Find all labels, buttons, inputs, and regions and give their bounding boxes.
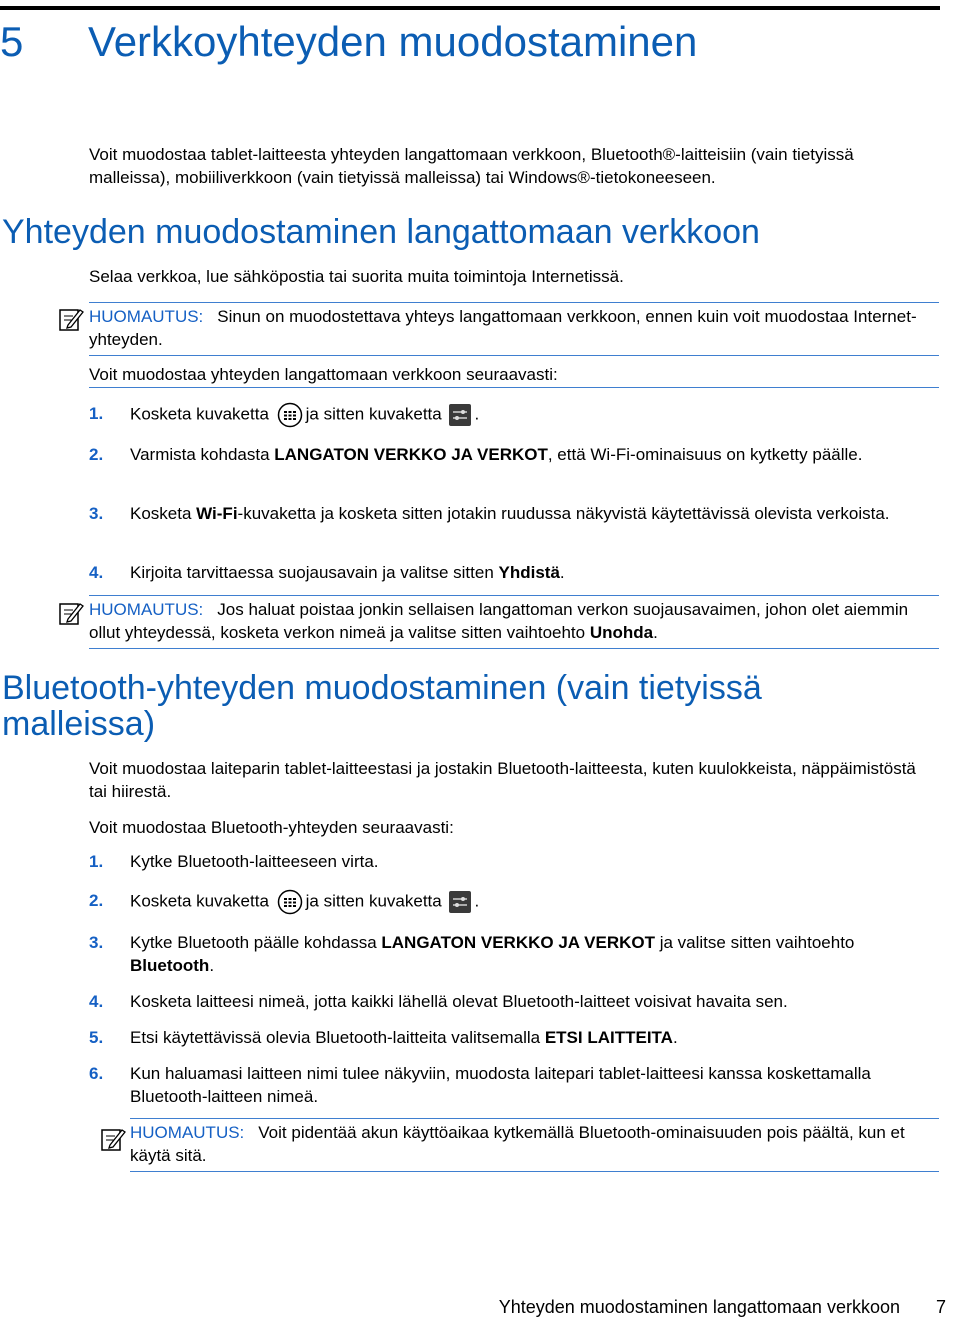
step-period: . <box>474 404 480 424</box>
step-text-cont: -kuvaketta ja kosketa sitten jotakin ruudussa näkyvistä käytettävissä olevista verkoista. <box>237 504 890 523</box>
page-footer <box>499 1297 946 1318</box>
note-label: HUOMAUTUS: <box>130 1123 245 1142</box>
chapter-title <box>0 18 697 66</box>
step-number: 1. <box>89 404 104 423</box>
step-text: Varmista kohdasta <box>130 445 275 464</box>
wireless-step-1 <box>89 402 939 428</box>
step-text: Kosketa kuvaketta <box>130 404 269 424</box>
step-number: 5. <box>89 1028 104 1047</box>
step-text: Etsi käytettävissä olevia Bluetooth-laitteita valitsemalla <box>130 1028 545 1047</box>
bluetooth-step-5 <box>89 1026 939 1049</box>
intro-paragraph: Voit muodostaa tablet-laitteesta yhteyden langattomaan verkkoon, Bluetooth®-laitteisiin (vain tietyissä malleissa), mobiiliverkkoon (vain tietyissä malleissa) tai Windows®-tietokoneeseen. <box>89 145 854 187</box>
note-bold: Unohda <box>589 623 654 642</box>
bluetooth-description: Voit muodostaa laiteparin tablet-laitteestasi ja jostakin Bluetooth-laitteesta, kuten kuulokkeista, näppäimistöstä tai hiirestä. <box>89 759 916 801</box>
chapter-number: 5 <box>0 18 24 65</box>
bluetooth-step-2 <box>89 889 939 915</box>
step-text-cont: , että Wi-Fi-ominaisuus on kytketty päälle. <box>547 445 863 464</box>
step-text: Kytke Bluetooth päälle kohdassa <box>130 933 382 952</box>
step-bold: ETSI LAITTEITA <box>544 1028 673 1047</box>
bluetooth-heading <box>2 670 762 742</box>
step-bold: Bluetooth <box>130 956 210 975</box>
bluetooth-steps-intro: Voit muodostaa Bluetooth-yhteyden seuraavasti: <box>89 818 454 837</box>
note-forget-network <box>89 595 939 649</box>
chapter-title-text: Verkkoyhteyden muodostaminen <box>88 18 698 65</box>
page-number: 7 <box>935 1297 946 1317</box>
step-text: Kun haluamasi laitteen nimi tulee näkyviin, muodosta laitepari tablet-laitteesi kanssa koskettamalla Bluetooth-laitteen nimeä. <box>130 1064 871 1106</box>
step-number: 4. <box>89 563 104 582</box>
wireless-step-3 <box>89 502 939 525</box>
bluetooth-step-4 <box>89 990 939 1013</box>
step-bold: LANGATON VERKKO JA VERKOT <box>274 445 548 464</box>
step-bold: Wi-Fi <box>196 504 238 523</box>
step-number: 2. <box>89 891 104 910</box>
note-period: . <box>653 623 658 642</box>
step-period: . <box>672 1028 678 1047</box>
wireless-step-4 <box>89 561 939 584</box>
step-text: Kosketa kuvaketta <box>130 891 269 911</box>
step-number: 2. <box>89 445 104 464</box>
wireless-steps-intro: Voit muodostaa yhteyden langattomaan verkkoon seuraavasti: <box>89 365 558 384</box>
all-apps-icon <box>277 889 303 915</box>
wireless-heading: Yhteyden muodostaminen langattomaan verkkoon <box>2 213 760 251</box>
step-number: 1. <box>89 852 104 871</box>
note-wireless-connect <box>89 302 939 356</box>
heading-line: Bluetooth-yhteyden muodostaminen (vain tietyissä <box>2 669 762 707</box>
note-text: Jos haluat poistaa jonkin sellaisen langattoman verkon suojausavaimen, johon olet aiemmin ollut yhteydessä, kosketa verkon nimeä ja valitse sitten vaihtoehto <box>89 600 909 642</box>
step-number: 4. <box>89 992 104 1011</box>
step-text-cont: ja sitten kuvaketta <box>305 404 442 424</box>
section-rule <box>89 387 939 388</box>
step-period: . <box>209 956 215 975</box>
step-text: Kosketa laitteesi nimeä, jotta kaikki lähellä olevat Bluetooth-laitteet voisivat havaita sen. <box>130 992 788 1011</box>
step-number: 6. <box>89 1064 104 1083</box>
step-text: Kosketa <box>130 504 197 523</box>
note-text: Voit pidentää akun käyttöaikaa kytkemällä Bluetooth-ominaisuuden pois päältä, kun et käytä sitä. <box>130 1123 905 1165</box>
step-number: 3. <box>89 933 104 952</box>
settings-icon <box>449 404 471 426</box>
heading-line: malleissa) <box>2 705 156 743</box>
wireless-description: Selaa verkkoa, lue sähköpostia tai suorita muita toimintoja Internetissä. <box>89 267 624 286</box>
note-pencil-icon <box>58 306 84 332</box>
step-number: 3. <box>89 504 104 523</box>
step-bold: Yhdistä <box>498 563 560 582</box>
step-bold: LANGATON VERKKO JA VERKOT <box>381 933 655 952</box>
note-text: Sinun on muodostettava yhteys langattomaan verkkoon, ennen kuin voit muodostaa Internet-yhteyden. <box>89 307 917 349</box>
note-battery <box>130 1118 939 1172</box>
step-text: Kirjoita tarvittaessa suojausavain ja valitse sitten <box>130 563 499 582</box>
footer-text: Yhteyden muodostaminen langattomaan verkkoon <box>498 1297 900 1317</box>
note-pencil-icon <box>100 1126 126 1152</box>
all-apps-icon <box>277 402 303 428</box>
bluetooth-step-1 <box>89 850 939 873</box>
step-period: . <box>474 891 480 911</box>
step-text-cont: ja sitten kuvaketta <box>305 891 442 911</box>
settings-icon <box>449 891 471 913</box>
wireless-step-2 <box>89 443 939 466</box>
step-text-cont: ja valitse sitten vaihtoehto <box>654 933 855 952</box>
bluetooth-step-3 <box>89 931 939 977</box>
note-label: HUOMAUTUS: <box>89 600 204 619</box>
note-label: HUOMAUTUS: <box>89 307 204 326</box>
top-rule <box>0 6 940 10</box>
step-text: Kytke Bluetooth-laitteeseen virta. <box>130 852 379 871</box>
note-pencil-icon <box>58 600 84 626</box>
step-text-cont: . <box>559 563 565 582</box>
bluetooth-step-6 <box>89 1062 939 1108</box>
